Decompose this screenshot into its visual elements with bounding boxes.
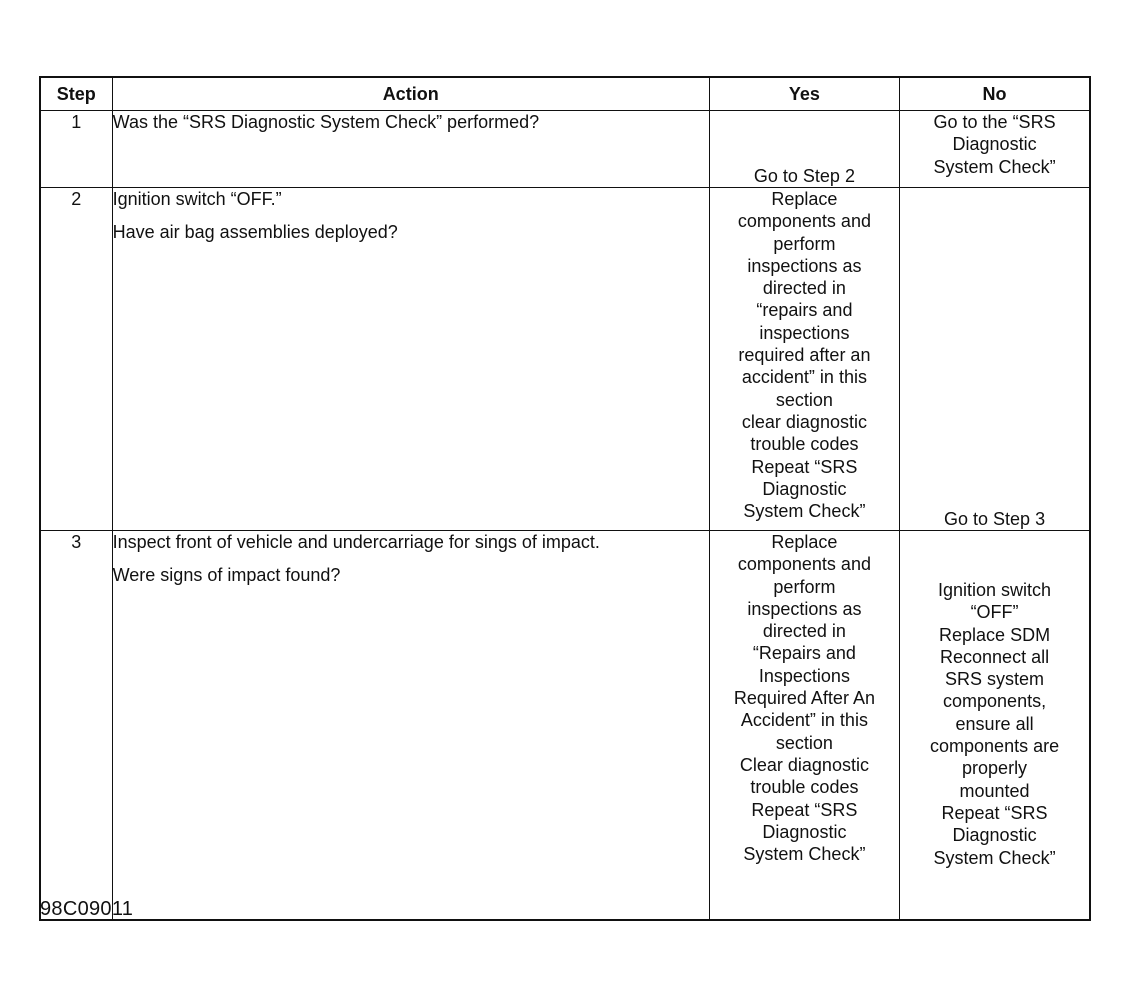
action-text: Were signs of impact found?	[112, 565, 341, 586]
no-cell	[900, 111, 1090, 188]
yes-cell	[709, 531, 899, 921]
figure-id: 98C09011	[40, 898, 134, 920]
header-no: No	[900, 77, 1090, 111]
no-cell	[900, 188, 1090, 531]
step-number: 1	[40, 111, 112, 188]
action-text: Was the “SRS Diagnostic System Check” performed?	[112, 112, 540, 132]
yes-cell	[709, 188, 899, 531]
yes-text: Replace components and perform inspections as directed in “repairs and inspections required after an accident” in this section clear diagnostic trouble codes Repeat “SRS Diagnostic System Check”	[737, 189, 871, 522]
table-row	[40, 531, 1090, 921]
no-text: Go to the “SRS Diagnostic System Check”	[933, 112, 1056, 177]
header-step: Step	[40, 77, 112, 111]
header-row	[40, 77, 1090, 111]
table-row	[40, 188, 1090, 531]
step-number: 2	[40, 188, 112, 531]
no-text: Go to Step 3	[944, 508, 1046, 529]
header-yes: Yes	[709, 77, 899, 111]
no-cell	[900, 531, 1090, 921]
no-text: Ignition switch “OFF” Replace SDM Reconnect all SRS system components, ensure all components are properly mounted Repeat “SRS Diagnostic System Check”	[930, 580, 1060, 868]
step-number: 3	[40, 531, 112, 921]
yes-cell	[709, 111, 899, 188]
yes-text: Replace components and perform inspections as directed in “Repairs and Inspections Required After An Accident” in this section Clear diagnostic trouble codes Repeat “SRS Diagnostic System Check”	[733, 532, 875, 865]
action-text: Inspect front of vehicle and undercarriage for sings of impact.	[112, 532, 600, 552]
header-action: Action	[112, 77, 709, 111]
yes-text: Go to Step 2	[753, 165, 855, 186]
action-text: Ignition switch “OFF.”	[112, 189, 282, 209]
action-cell	[112, 111, 709, 188]
action-cell	[112, 531, 709, 921]
table-row	[40, 111, 1090, 188]
action-cell	[112, 188, 709, 531]
diagnostic-table	[39, 76, 1091, 921]
action-text: Have air bag assemblies deployed?	[112, 222, 398, 243]
